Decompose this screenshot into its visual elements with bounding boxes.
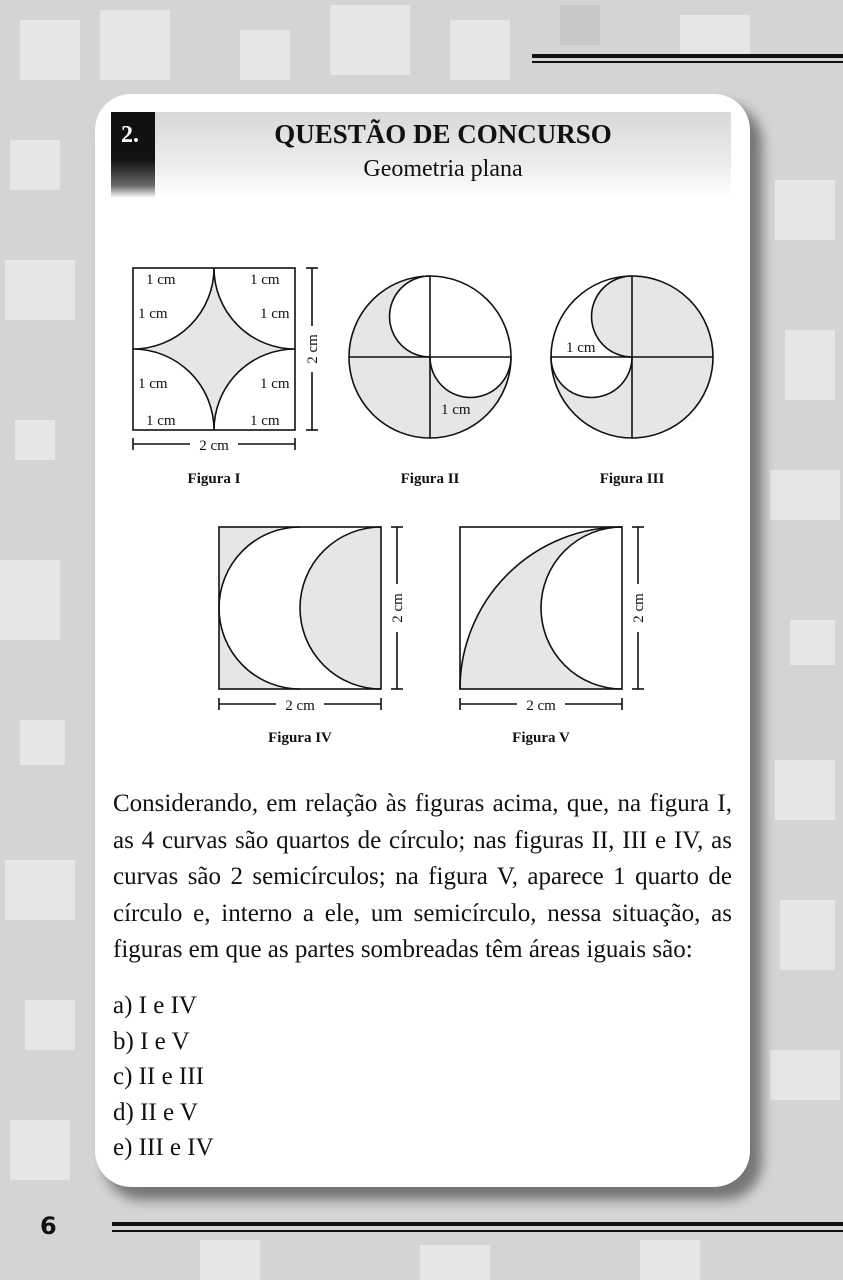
- fig1-height-dimension: [305, 268, 321, 430]
- svg-text:1 cm: 1 cm: [138, 306, 168, 322]
- option-d[interactable]: d) II e V: [113, 1098, 198, 1126]
- svg-text:2 cm: 2 cm: [390, 593, 406, 623]
- fig4-caption: Figura IV: [268, 730, 332, 746]
- figure-3: [551, 276, 713, 487]
- fig3-caption: Figura III: [599, 471, 665, 487]
- bottom-rule: [112, 1222, 843, 1226]
- svg-text:1 cm: 1 cm: [146, 413, 176, 429]
- svg-text:2 cm: 2 cm: [631, 593, 647, 623]
- svg-text:1 cm: 1 cm: [250, 272, 280, 288]
- bottom-rule-thin: [112, 1230, 843, 1232]
- fig4-height-dimension: [390, 527, 406, 689]
- option-e[interactable]: e) III e IV: [113, 1134, 214, 1161]
- option-c[interactable]: c) II e III: [113, 1063, 204, 1090]
- svg-text:2 cm: 2 cm: [305, 334, 321, 364]
- question-number: 2.: [121, 122, 139, 148]
- figure-4: [219, 527, 406, 746]
- fig5-width-dimension: [460, 698, 622, 714]
- svg-text:2 cm: 2 cm: [285, 698, 315, 714]
- fig2-caption: Figura II: [400, 471, 460, 487]
- fig1-caption: Figura I: [187, 471, 241, 487]
- fig4-shade-right: [300, 527, 381, 689]
- svg-text:2 cm: 2 cm: [526, 698, 556, 714]
- fig1-width-dimension: [133, 438, 295, 454]
- fig2-radius-label: 1 cm: [441, 402, 471, 418]
- svg-text:2 cm: 2 cm: [199, 438, 229, 454]
- figure-1: [133, 268, 321, 487]
- fig4-shade-left: [219, 527, 300, 689]
- figure-5: [460, 527, 647, 746]
- svg-text:1 cm: 1 cm: [250, 413, 280, 429]
- fig4-width-dimension: [219, 698, 381, 714]
- header-subtitle: Geometria plana: [363, 156, 523, 182]
- fig1-shaded-astroid: [133, 268, 295, 430]
- svg-text:1 cm: 1 cm: [138, 376, 168, 392]
- figure-2: [349, 276, 511, 487]
- option-a[interactable]: a) I e IV: [113, 992, 197, 1019]
- svg-text:1 cm: 1 cm: [260, 306, 290, 322]
- fig3-radius-label: 1 cm: [566, 340, 596, 356]
- question-text: Considerando, em relação às figuras acima, que, na figura I, as 4 curvas são quartos de círculo; nas figuras II, III e IV, as curvas são 2 semicírculos; na figura V, aparece 1 quarto de círculo e, interno a ele, um semicírculo, nessa situação, as figuras em que as partes sombreadas têm áreas iguais são:: [113, 790, 732, 963]
- page-number: 6: [40, 1212, 57, 1240]
- option-b[interactable]: b) I e V: [113, 1027, 190, 1055]
- svg-text:1 cm: 1 cm: [146, 272, 176, 288]
- answer-options: [113, 988, 214, 1166]
- fig5-caption: Figura V: [512, 730, 570, 746]
- fig5-height-dimension: [631, 527, 647, 689]
- svg-text:1 cm: 1 cm: [260, 376, 290, 392]
- header-title: QUESTÃO DE CONCURSO: [274, 119, 612, 149]
